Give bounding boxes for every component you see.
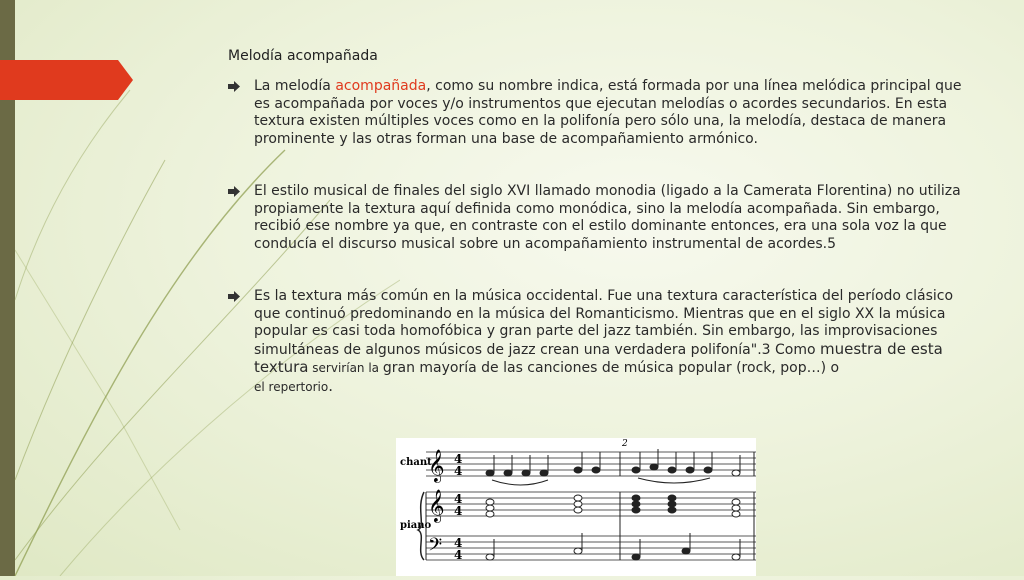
sheet-music-image [396, 438, 756, 576]
arrow-bullet-icon [228, 186, 240, 197]
treble-clef-icon: 𝄞 [428, 489, 445, 522]
content-area [228, 78, 968, 396]
bullet-paragraph-2 [228, 183, 968, 253]
arrow-bullet-icon [228, 81, 240, 92]
piano-bass-staff [426, 536, 756, 560]
bass-clef-icon: 𝄢 [428, 535, 443, 560]
time-signatures [454, 452, 462, 562]
red-title-tab [0, 60, 133, 100]
svg-text:4: 4 [454, 492, 463, 506]
highlight-word: acompañada [335, 78, 427, 94]
bullet-1-text-end: , como su nombre indica, está formada por una línea melódica principal que es acompañada por voces y/o instrumentos que ejecutan melodías o acordes secundarios. En esta textura existen múltiples voces como en la polifonía pero sólo una, la melodía, destaca de manera prominente y las otras forman una base de acompañamiento armónico. [254, 78, 962, 147]
bullet-1-text-start: La melodía [254, 78, 336, 94]
bullet-3-text-c: servirían la [308, 361, 383, 375]
svg-text:4: 4 [454, 548, 463, 562]
bullet-2-text: El estilo musical de finales del siglo XVI llamado monodia (ligado a la Camerata Florentina) no utiliza propiamente la textura aquí definida como monódica, sino la melodía acompañada. Sin embargo, recibió ese nombre ya que, en contraste con el estilo dominante entonces, era una sola voz la que conducía el discurso musical sobre un acompañamiento instrumental de acordes.5 [254, 183, 961, 252]
slur [492, 480, 548, 485]
bullet-3-text-e: el repertorio [254, 379, 329, 394]
svg-text:4: 4 [454, 464, 463, 478]
slide-title: Melodía acompañada [228, 48, 378, 64]
chant-label: chant [400, 457, 432, 468]
treble-clef-icon: 𝄞 [428, 449, 445, 482]
bullet-3-text-a: Es la textura más común en la música occidental. Fue una textura característica del período clásico que continuó predominando en la música del Romanticismo. Mientras que en el siglo XX la música popular es casi toda homofóbica y gran parte del jazz también. Sin embargo, las improvisaciones simultáneas de algunos músicos de jazz crean una verdadera polifonía".3 Como [254, 288, 954, 358]
bullet-3-text-b: muestra de esta textura [254, 339, 943, 376]
piano-bass-notes [486, 533, 740, 560]
slur [638, 478, 710, 483]
arrow-bullet-icon [228, 291, 240, 302]
bullet-paragraph-3 [228, 288, 968, 396]
piano-label: piano [400, 520, 432, 531]
bullet-paragraph-1 [228, 78, 968, 148]
svg-text:4: 4 [454, 504, 463, 518]
bullet-3-text-f: . [328, 376, 333, 395]
piano-treble-staff [426, 492, 756, 516]
svg-text:4: 4 [454, 452, 463, 466]
svg-text:4: 4 [454, 536, 463, 550]
measure-number: 2 [622, 439, 628, 449]
chant-notes [486, 449, 740, 476]
bullet-3-text-d: gran mayoría de las canciones de música popular (rock, pop…) o [382, 360, 840, 376]
